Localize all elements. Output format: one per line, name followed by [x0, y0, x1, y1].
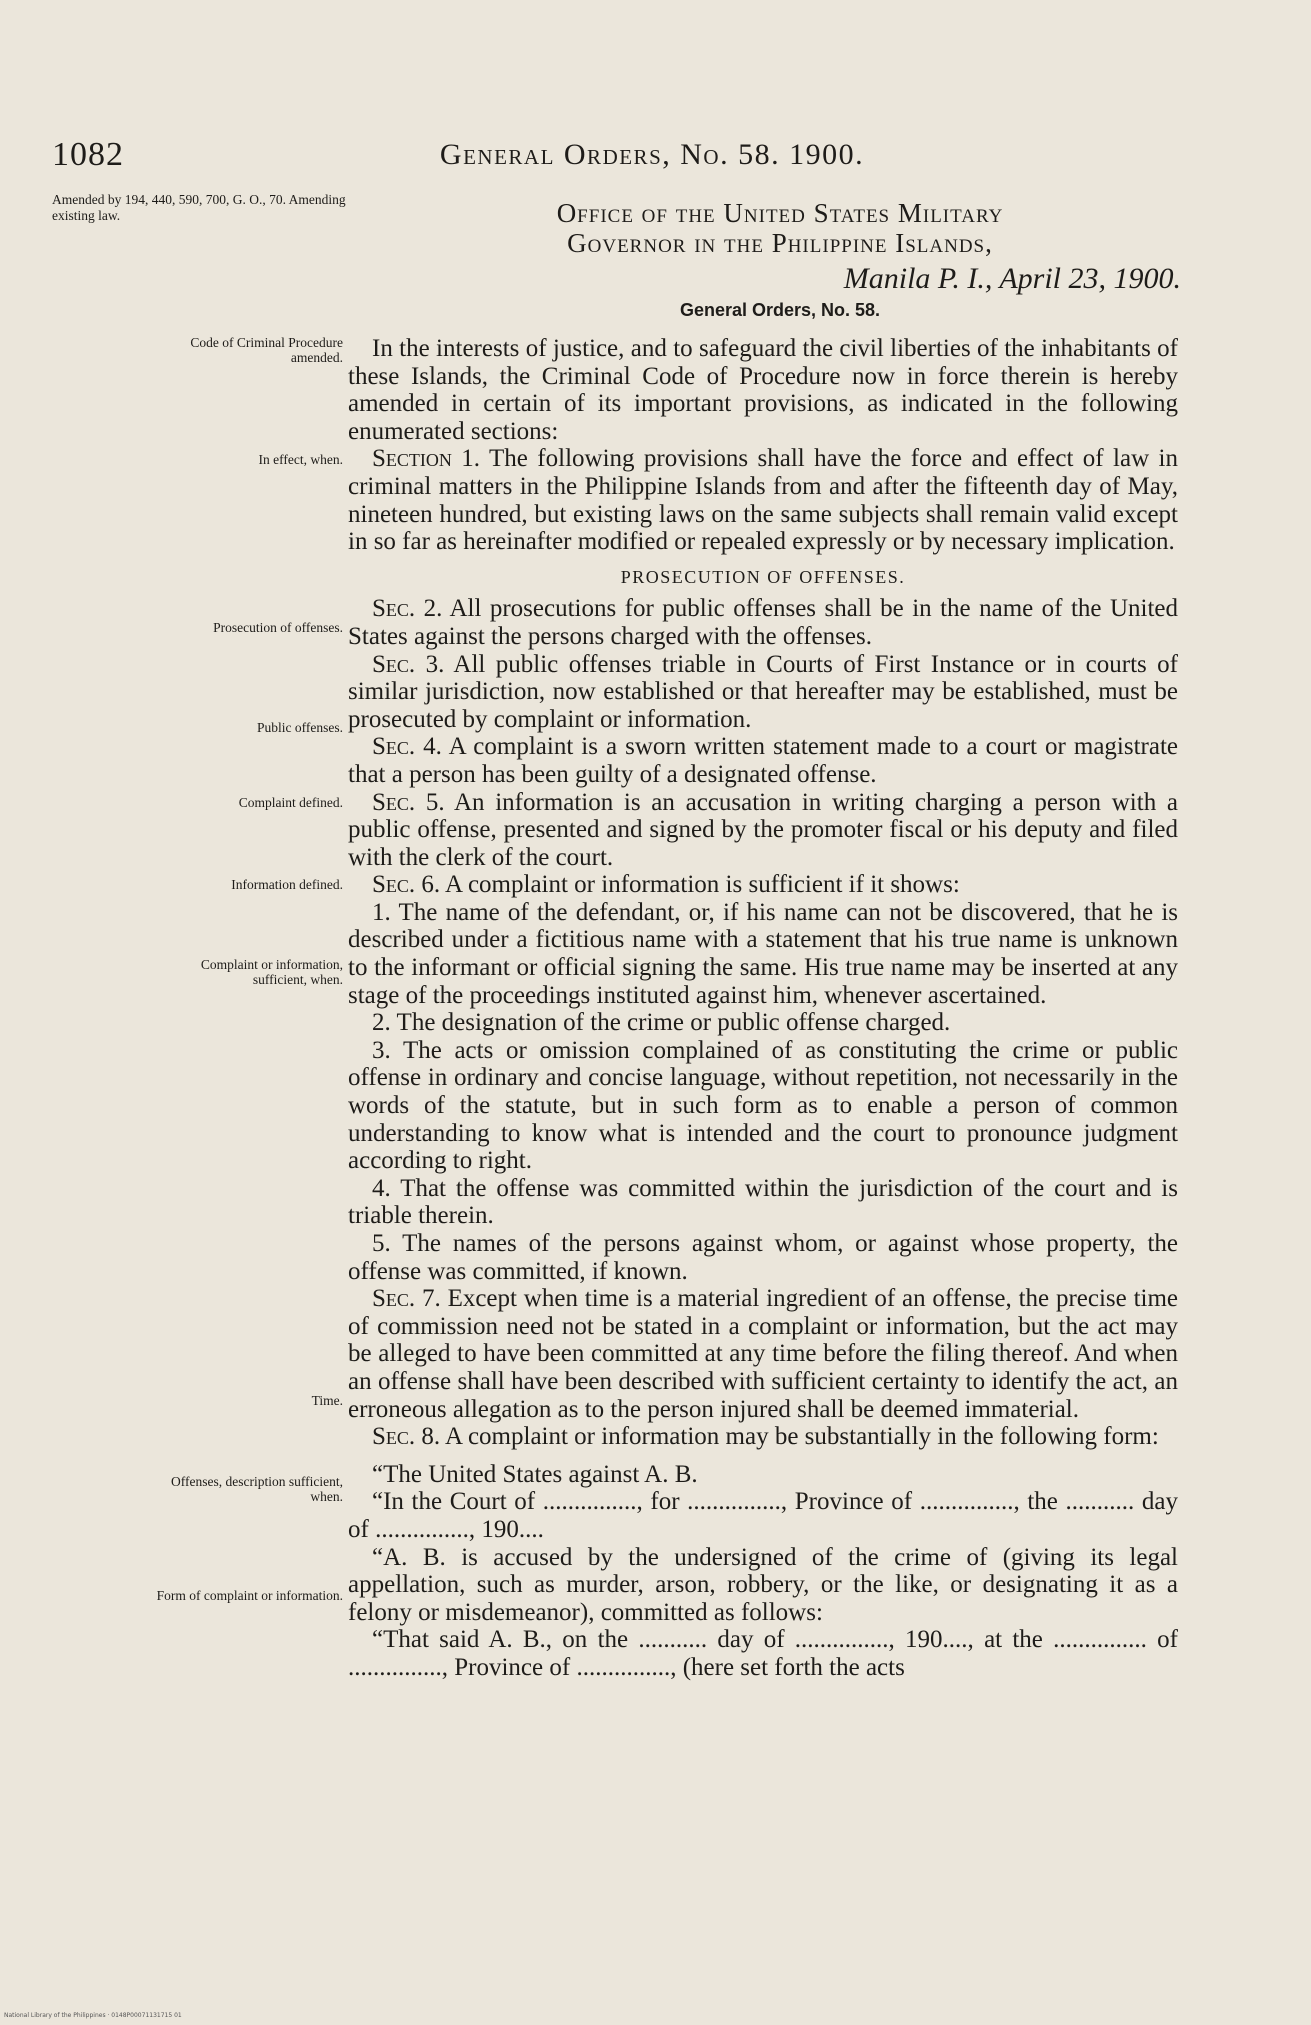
form-line-3: “A. B. is accused by the undersigned of the crime of (giving its legal appellation, such as murder, arson, robbery, or the like, or designating it as a felony or misdemeanor), committed as follows:	[348, 1543, 1178, 1626]
section-4	[348, 733, 1178, 788]
paragraph-intro: In the interests of justice, and to safeguard the civil liberties of the inhabitants of these Islands, the Criminal Code of Procedure now in force therein is hereby amended in certain of its important provisions, as indicated in the following enumerated sections:	[348, 335, 1178, 445]
section-1-text: The following provisions shall have the force and effect of law in criminal matters in the Philippine Islands from and after the fifteenth day of May, nineteen hundred, but existing laws on the same subjects shall remain valid except in so far as hereinafter modified or repealed expressly or by necessary implication.	[348, 445, 1178, 556]
section-6-item-5: 5. The names of the persons against whom, or against whose property, the offense was committed, if known.	[348, 1230, 1178, 1285]
section-6-item-1: 1. The name of the defendant, or, if his name can not be discovered, that he is described under a fictitious name with a statement that his true name is unknown to the informant or official signing the same. His true name may be inserted at any stage of the proceedings instituted against him, whenever ascertained.	[348, 898, 1178, 1009]
amended-note: Amended by 194, 440, 590, 700, G. O., 70. Amending existing law.	[52, 192, 346, 223]
section-6	[348, 871, 1178, 899]
scan-footer: National Library of the Philippines · 0148P00071131715 01	[4, 2012, 182, 2019]
running-title: General Orders, No. 58. 1900.	[439, 138, 865, 171]
side-note-in-effect: In effect, when.	[258, 452, 343, 467]
side-note-sufficient: Complaint or information, sufficient, when.	[200, 957, 343, 987]
side-note-time: Time.	[311, 1393, 343, 1408]
section-7-text: Except when time is a material ingredient of an offense, the precise time of commission need not be stated in a complaint or information, but the act may be alleged to have been committed at any time before the filing thereof. And when an offense shall have been described with sufficient certainty to identify the act, an erroneous allegation as to the person injured shall be deemed immaterial.	[348, 1285, 1179, 1423]
section-3-label: Sec. 3.	[372, 650, 445, 678]
section-4-label: Sec. 4.	[372, 733, 442, 761]
form-line-4: “That said A. B., on the ........... day of ..............., 190...., at the ............... of ..............., Province of ..............., (here set forth the acts	[348, 1626, 1178, 1681]
section-4-text: A complaint is a sworn written statement made to a court or magistrate that a person has been guilty of a designated offense.	[348, 733, 1179, 788]
page-number: 1082	[52, 136, 124, 173]
side-note-information-defined: Information defined.	[231, 877, 343, 892]
section-7-label: Sec. 7.	[372, 1285, 441, 1313]
section-6-text: A complaint or information is sufficient if it shows:	[445, 871, 960, 899]
side-note-form: Form of complaint or information.	[156, 1588, 343, 1603]
section-7	[348, 1285, 1178, 1423]
section-1-label: Section 1.	[372, 445, 481, 473]
section-5	[348, 789, 1178, 872]
section-8-text: A complaint or information may be substantially in the following form:	[445, 1423, 1159, 1451]
section-5-text: An information is an accusation in writing charging a person with a public offense, presented and signed by the promoter fiscal or his deputy and filed with the clerk of the court.	[348, 788, 1178, 871]
heading-prosecution: PROSECUTION OF OFFENSES.	[620, 566, 906, 587]
order-title: General Orders, No. 58.	[679, 300, 881, 320]
side-note-complaint-defined: Complaint defined.	[238, 795, 343, 810]
side-note-public-offenses: Public offenses.	[257, 720, 343, 735]
section-6-item-2: 2. The designation of the crime or public offense charged.	[372, 1009, 951, 1037]
running-header	[52, 136, 1252, 176]
section-2-label: Sec. 2.	[372, 595, 443, 623]
section-2	[348, 595, 1178, 650]
section-6-item-4: 4. That the offense was committed within the jurisdiction of the court and is triable therein.	[348, 1174, 1178, 1230]
dateline: Manila P. I., April 23, 1900.	[843, 262, 1181, 295]
section-3-text: All public offenses triable in Courts of First Instance or in courts of similar jurisdiction, now established or that hereafter may be established, must be prosecuted by complaint or information.	[348, 650, 1179, 733]
form-line-1: “The United States against A. B.	[372, 1460, 698, 1488]
section-5-label: Sec. 5.	[372, 788, 445, 816]
section-8	[348, 1423, 1178, 1451]
section-1	[348, 445, 1178, 555]
section-3	[348, 651, 1178, 734]
side-note-description: Offenses, description sufficient, when.	[171, 1474, 343, 1504]
body-text	[348, 335, 1178, 1682]
form-line-2: “In the Court of ..............., for ..............., Province of ..............., the ........... day of ..............., 190....	[348, 1488, 1178, 1543]
section-2-text: All prosecutions for public offenses shall be in the name of the United States against the persons charged with the offenses.	[348, 595, 1178, 650]
side-note-prosecution: Prosecution of offenses.	[213, 620, 343, 635]
side-note-code-amended: Code of Criminal Procedure amended.	[190, 335, 343, 365]
office-line-2: Governor in the Philippine Islands,	[567, 228, 993, 258]
section-6-label: Sec. 6.	[372, 871, 441, 899]
section-6-item-3: 3. The acts or omission complained of as constituting the crime or public offense in ordinary and concise language, without repetition, not necessarily in the words of the statute, but in such form as to enable a person of common understanding to know what is intended and the court to pronounce judgment according to right.	[348, 1036, 1178, 1175]
office-line-1: Office of the United States Military	[556, 198, 1004, 228]
section-8-label: Sec. 8.	[372, 1423, 441, 1451]
